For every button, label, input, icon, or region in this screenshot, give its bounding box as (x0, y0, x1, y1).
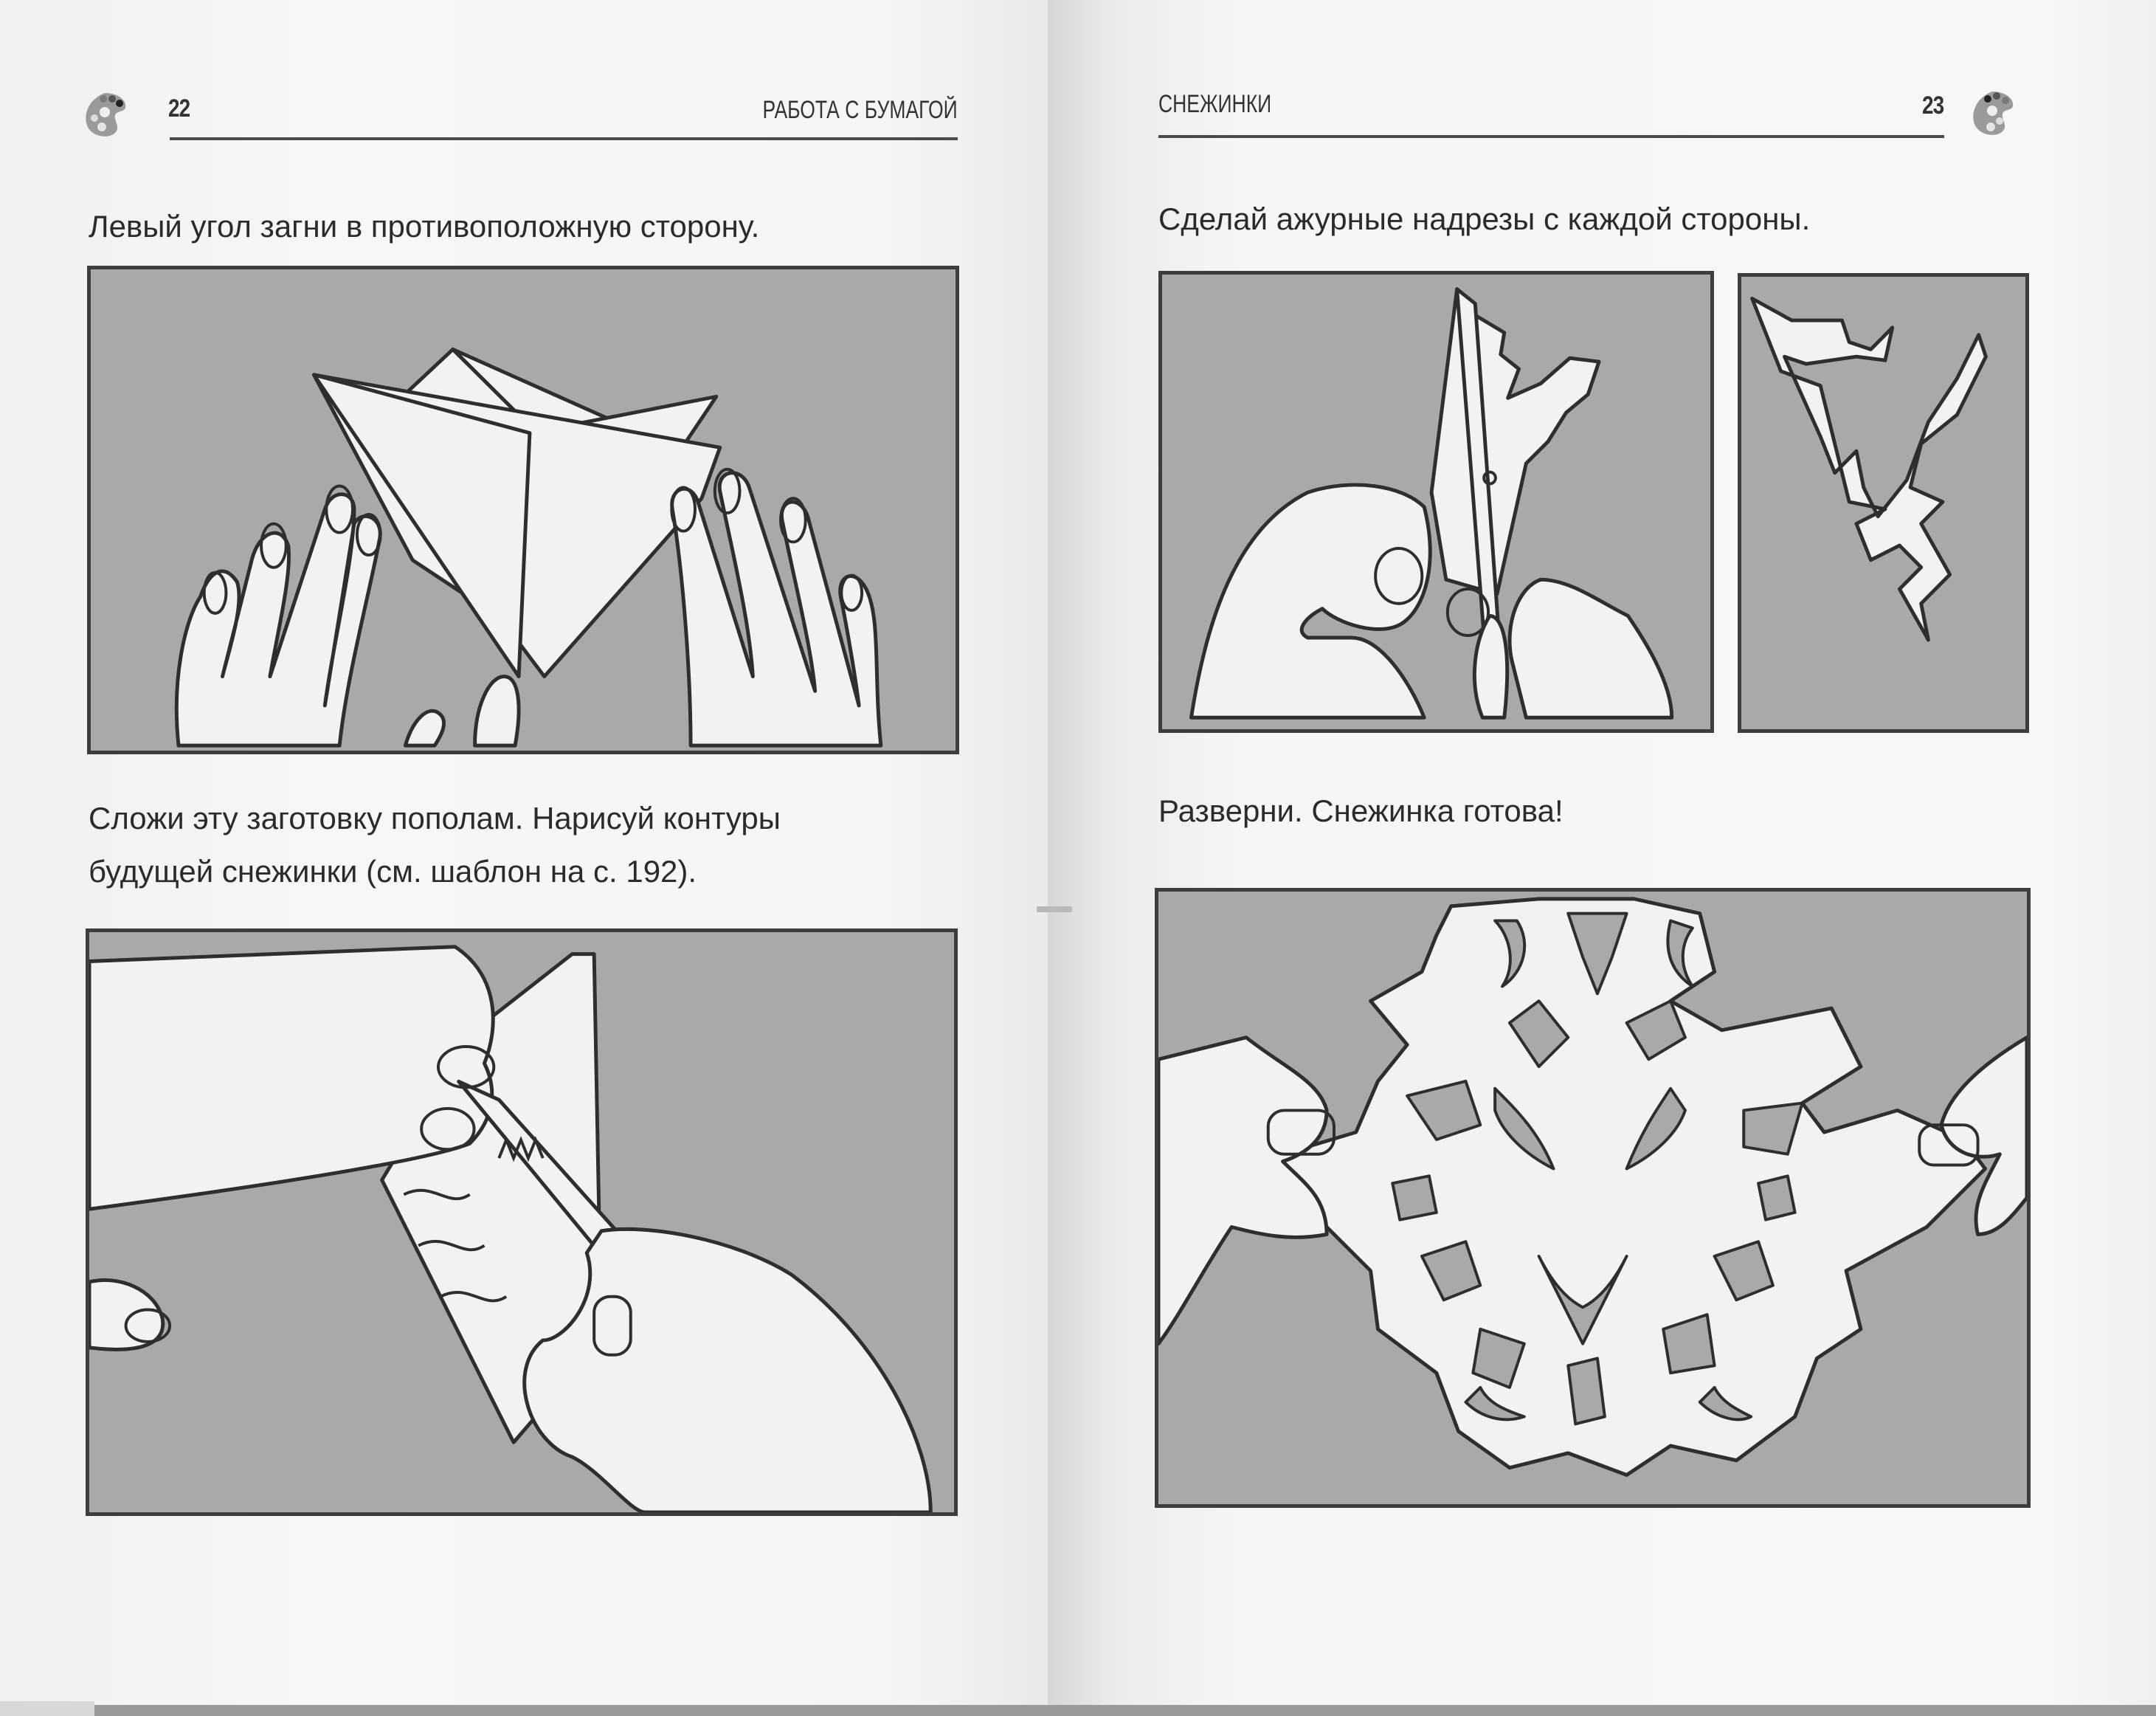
right-page (1048, 0, 2156, 1716)
running-head: СНЕЖИНКИ (1158, 90, 1272, 118)
cut-paper-shape-illustration (1741, 277, 2025, 729)
running-head: РАБОТА С БУМАГОЙ (762, 96, 958, 124)
palette-icon (83, 90, 128, 139)
palette-icon (1970, 89, 2016, 137)
illustration-draw-outline (86, 928, 958, 1516)
illustration-cut-shape (1738, 273, 2029, 733)
step-instruction: Разверни. Снежинка готова! (1158, 793, 1564, 828)
spine-mark (1037, 906, 1072, 912)
illustration-finished-snowflake (1155, 888, 2031, 1508)
hands-folding-paper-illustration (91, 269, 956, 751)
snowflake-illustration (1158, 892, 2027, 1504)
header-rule (170, 137, 958, 140)
page-number: 22 (168, 94, 190, 123)
scan-edge (0, 1705, 2156, 1716)
step-instruction-line-1: Сложи эту заготовку пополам. Нарисуй контуры (89, 801, 781, 835)
page-number: 23 (1922, 92, 1944, 120)
hand-with-pencil-illustration (89, 932, 954, 1512)
illustration-cutting-scissors (1158, 271, 1714, 733)
step-instruction-line-2: будущей снежинки (см. шаблон на с. 192). (89, 854, 697, 889)
hands-with-scissors-illustration (1162, 275, 1710, 729)
header-rule (1158, 135, 1944, 138)
left-page (0, 0, 1048, 1716)
step-instruction: Сделай ажурные надрезы с каждой стороны. (1158, 201, 1811, 236)
scan-edge-corner (0, 1701, 94, 1716)
step-instruction: Левый угол загни в противоположную сторону. (89, 209, 760, 244)
illustration-fold-paper (87, 266, 959, 754)
